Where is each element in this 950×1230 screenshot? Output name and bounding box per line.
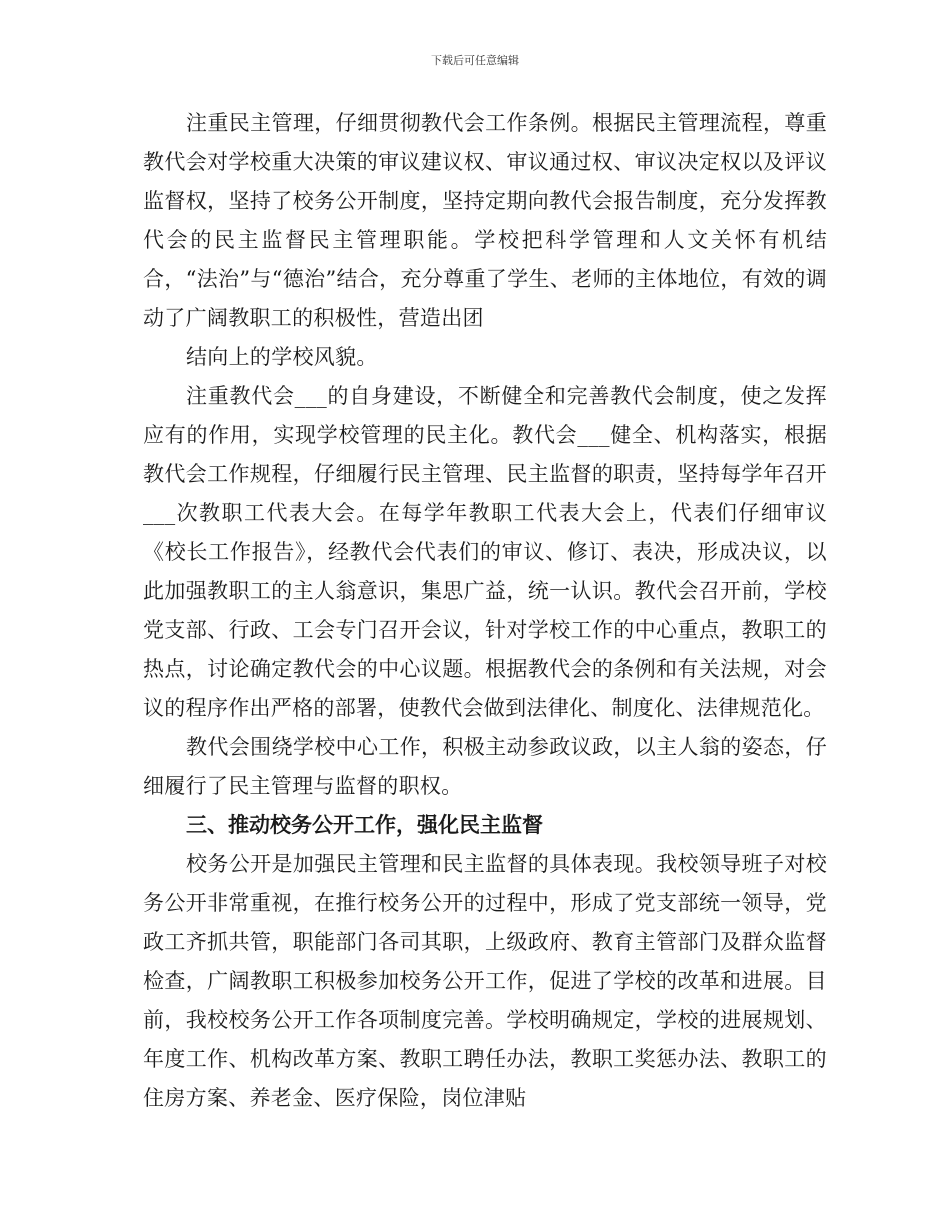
document-body bbox=[143, 104, 827, 1118]
paragraph-congress-role: 教代会围绕学校中心工作，积极主动参政议政，以主人翁的姿态，仔细履行了民主管理与监督的职权。 bbox=[143, 735, 827, 798]
paragraph-school-affairs: 校务公开是加强民主管理和民主监督的具体表现。我校领导班子对校务公开非常重视，在推行校务公开的过程中，形成了党支部统一领导，党政工齐抓共管，职能部门各司其职，上级政府、教育主管部门及群众监督检查，广阔教职工积极参加校务公开工作，促进了学校的改革和进展。目前，我校校务公开工作各项制度完善。学校明确规定，学校的进展规划、年度工作、机构改革方案、教职工聘任办法，教职工奖惩办法、教职工的住房方案、养老金、医疗保险，岗位津贴 bbox=[143, 852, 827, 1110]
page-header: 下载后可任意编辑 bbox=[431, 54, 519, 67]
paragraph-continuation: 结向上的学校风貌。 bbox=[186, 345, 378, 369]
paragraph-congress-building: 注重教代会___的自身建设，不断健全和完善教代会制度，使之发挥应有的作用，实现学校管理的民主化。教代会___健全、机构落实，根据教代会工作规程，仔细履行民主管理、民主监督的职责，坚持每学年召开___次教职工代表大会。在每学年教职工代表大会上，代表们仔细审议《校长工作报告》，经教代会代表们的审议、修订、表决，形成决议，以此加强教职工的主人翁意识，集思广益，统一认识。教代会召开前，学校党支部、行政、工会专门召开会议，针对学校工作的中心重点，教职工的热点，讨论确定教代会的中心议题。根据教代会的条例和有关法规，对会议的程序作出严格的部署，使教代会做到法律化、制度化、法律规范化。 bbox=[143, 384, 827, 720]
section-heading: 三、推动校务公开工作，强化民主监督 bbox=[186, 813, 543, 837]
paragraph-democratic-management: 注重民主管理，仔细贯彻教代会工作条例。根据民主管理流程，尊重教代会对学校重大决策的审议建议权、审议通过权、审议决定权以及评议监督权，坚持了校务公开制度，坚持定期向教代会报告制度，充分发挥教代会的民主监督民主管理职能。学校把科学管理和人文关怀有机结合，“法治”与“德治”结合，充分尊重了学生、老师的主体地位，有效的调动了广阔教职工的积极性，营造出团 bbox=[143, 111, 827, 330]
